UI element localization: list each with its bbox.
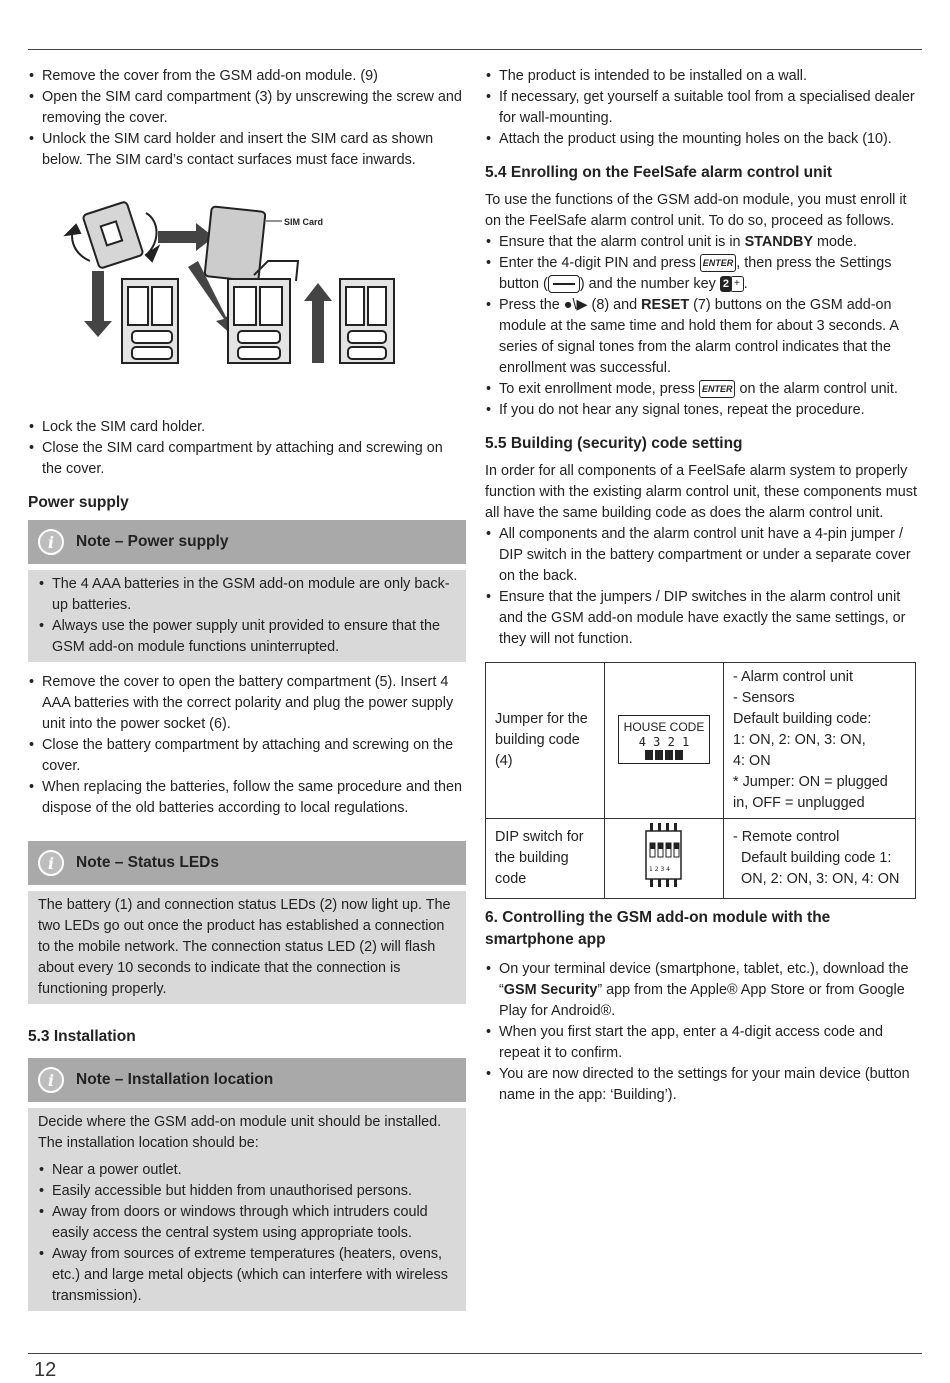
list-item: • To exit enrollment mode, press ENTER on the alarm control unit. [485, 379, 922, 400]
list-item: • The product is intended to be installed on a wall. [485, 66, 922, 87]
note-intro: Decide where the GSM add-on module unit should be installed. The installation location should be: [38, 1114, 442, 1151]
list-item: • Remove the cover to open the battery compartment (5). Insert 4 AAA batteries with the correct polarity and plug the power supply unit into the power socket (6). [28, 672, 466, 735]
list-item: • Open the SIM card compartment (3) by unscrewing the screw and removing the cover. [28, 87, 466, 129]
list-item: • Unlock the SIM card holder and insert the SIM card as shown below. The SIM card’s contact surfaces must face inwards. [28, 129, 466, 171]
app-items-list [485, 959, 922, 1106]
row-description: - Remote control Default building code 1: ON, 2: ON, 3: ON, 4: ON [724, 819, 916, 899]
building-code-heading: 5.5 Building (security) code setting [485, 435, 743, 452]
list-item: • Ensure that the jumpers / DIP switches in the alarm control unit and the GSM add-on module have exactly the same settings, or they will not function. [485, 587, 922, 650]
note-status-leds [28, 841, 466, 1004]
sim-steps-list [28, 66, 466, 171]
list-item: • Remove the cover from the GSM add-on module. (9) [28, 66, 466, 87]
list-item: • Close the battery compartment by attaching and screwing on the cover. [28, 735, 466, 777]
list-item: • You are now directed to the settings for your main device (button name in the app: ‘Building’). [485, 1064, 922, 1106]
note-body [28, 570, 466, 662]
note-title: Note – Power supply [76, 533, 229, 550]
list-item: • Near a power outlet. [38, 1160, 456, 1181]
info-icon: i [38, 529, 64, 555]
list-item: • Easily accessible but hidden from unauthorised persons. [38, 1181, 456, 1202]
list-item: • When replacing the batteries, follow the same procedure and then dispose of the old batteries according to local regulations. [28, 777, 466, 819]
list-item: • Close the SIM card compartment by attaching and screwing on the cover. [28, 438, 466, 480]
sim-card-label: SIM Card [284, 217, 324, 227]
note-header [28, 1058, 466, 1102]
info-icon: i [38, 1067, 64, 1093]
svg-text:1 2 3 4: 1 2 3 4 [649, 866, 670, 873]
note-installation-location [28, 1058, 466, 1311]
note-header [28, 520, 466, 564]
top-rule [28, 49, 922, 50]
number-key-2-icon: 2 [720, 276, 732, 292]
building-code-table [485, 662, 916, 899]
row-label: Jumper for the building code (4) [486, 663, 605, 819]
note-text: The battery (1) and connection status LEDs (2) now light up. The two LEDs go out once the product has established a connection to the mobile network. The connection status LED (2) will flash about every 10 seconds to indicate that the connection is functioning properly. [38, 897, 451, 997]
row-label: DIP switch for the building code [486, 819, 605, 899]
info-icon: i [38, 850, 64, 876]
install-items-list [485, 66, 922, 150]
sim-card-insertion-figure [28, 191, 466, 391]
installation-heading: 5.3 Installation [28, 1028, 136, 1045]
enter-key-icon: ENTER [700, 254, 737, 272]
house-code-jumper-cell [605, 663, 724, 819]
house-code-jumper-icon: HOUSE CODE 4 3 2 1 [618, 715, 711, 764]
list-item: • Enter the 4-digit PIN and press ENTER , then press the Settings button ( ) and the number key 2 + . [485, 253, 922, 295]
note-body [28, 1108, 466, 1311]
list-item: • When you first start the app, enter a 4-digit access code and repeat it to confirm. [485, 1022, 922, 1064]
power-supply-heading: Power supply [28, 494, 129, 511]
list-item: • Away from doors or windows through which intruders could easily access the central system using appropriate tools. [38, 1202, 456, 1244]
list-item: • If necessary, get yourself a suitable tool from a specialised dealer for wall-mounting. [485, 87, 922, 129]
left-column [28, 66, 466, 1311]
sim-steps-after-list [28, 417, 466, 480]
enroll-intro: To use the functions of the GSM add-on module, you must enroll it on the FeelSafe alarm control unit. To do so, proceed as follows. [485, 192, 907, 229]
page-number: 12 [34, 1359, 57, 1381]
list-item: • Press the ●\▶ (8) and RESET (7) buttons on the GSM add-on module at the same time and hold them for about 3 seconds. A series of signal tones from the alarm control indicates that the enrollment was successful. [485, 295, 922, 379]
table-row [486, 663, 916, 819]
plus-key-icon: + [730, 276, 744, 292]
list-item: • On your terminal device (smartphone, tablet, etc.), download the “GSM Security” app from the Apple® App Store or from Google Play for Android®. [485, 959, 922, 1022]
note-power-supply [28, 520, 466, 662]
enroll-steps-list [485, 232, 922, 421]
dip-switch-icon [644, 823, 684, 887]
list-item: • The 4 AAA batteries in the GSM add-on module are only back-up batteries. [38, 574, 456, 616]
bottom-rule [28, 1353, 922, 1354]
battery-steps-list [28, 672, 466, 819]
enter-key-icon: ENTER [699, 380, 736, 398]
right-column [485, 66, 922, 1106]
list-item: • Lock the SIM card holder. [28, 417, 466, 438]
enroll-heading: 5.4 Enrolling on the FeelSafe alarm control unit [485, 164, 833, 181]
list-item: • If you do not hear any signal tones, repeat the procedure. [485, 400, 922, 421]
building-code-intro: In order for all components of a FeelSafe alarm system to properly function with the existing alarm control unit, these components must all have the same building code as does the alarm control unit. [485, 463, 917, 521]
note-title: Note – Status LEDs [76, 854, 219, 871]
list-item: • Away from sources of extreme temperatures (heaters, ovens, etc.) and large metal objects (which can interfere with wireless transmission). [38, 1244, 456, 1307]
settings-wrench-icon [548, 275, 580, 293]
note-title: Note – Installation location [76, 1071, 274, 1088]
building-code-list [485, 524, 922, 650]
list-item: • All components and the alarm control unit have a 4-pin jumper / DIP switch in the battery compartment or under a separate cover on the back. [485, 524, 922, 587]
note-header [28, 841, 466, 885]
note-body [28, 891, 466, 1004]
list-item: • Attach the product using the mounting holes on the back (10). [485, 129, 922, 150]
row-description: - Alarm control unit - Sensors Default building code: 1: ON, 2: ON, 3: ON, 4: ON * Jumper: ON = plugged in, OFF = unplugged [724, 663, 916, 819]
table-row [486, 819, 916, 899]
app-heading: 6. Controlling the GSM add-on module with the smartphone app [485, 909, 831, 948]
list-item: • Always use the power supply unit provided to ensure that the GSM add-on module functions uninterrupted. [38, 616, 456, 658]
list-item: • Ensure that the alarm control unit is in STANDBY mode. [485, 232, 922, 253]
dip-switch-cell [605, 819, 724, 899]
